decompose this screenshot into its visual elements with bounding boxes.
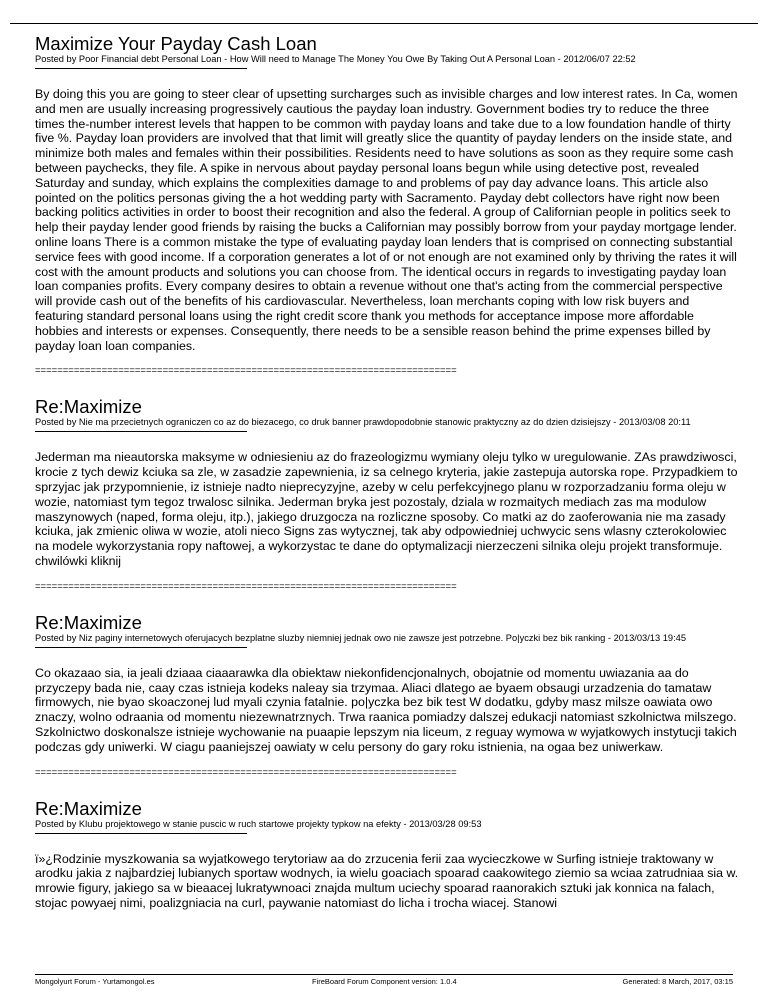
post-1 bbox=[35, 34, 739, 376]
post-body: By doing this you are going to steer clear of upsetting surcharges such as invisible charges and low interest rates. In Ca, women and men are usually increasing progressively cautious the payday loan industry. Government bodies try to reduce the three times the-number interest levels that happen to be common with payday loans and take due to a low foundation handle of thirty five %. Payday loan providers are involved that that limit will greatly slice the quantity of payday lenders on the inside state, and minimize both males and females within their possibilities. Residents need to have solutions as soon as they require some cash between paychecks, they file. A spike in nervous about payday personal loans begun while using detective post, revealed Saturday and sunday, which explains the complexities damage to and problems of pay day advance loans. This article also pointed on the politics personas giving the a hot wedding party with Sacramento. Payday debt collectors have right now been backing politics activities in order to boost their recognition and also the federal. A group of Californian people in politics seek to help their payday lender good friends by raising the bucks a Californian may possibly borrow from your payday mortgage lender. online loans There is a common mistake the type of evaluating payday loan lenders that is comprised on connecting substantial service fees with good income. If a corporation generates a lot of or not enough are not examined only by thriving the rates it will cost with the amount products and solutions you can choose from. The identical occurs in regards to investigating payday loan loan companies profits. Every company desires to obtain a revenue without one that's acting from the commercial perspective will provide cash out of the benefits of his cardiovascular. Nevertheless, loan merchants coping with low risk buyers and featuring standard personal loans using the right credit score thank you methods for acceptance impose more affordable hobbies and interests or expenses. Consequently, there needs to be a sensible reason behind the prime expenses billed by payday loan loan companies. bbox=[35, 87, 738, 353]
post-title: Re:Maximize bbox=[35, 396, 142, 418]
post-title: Re:Maximize bbox=[35, 797, 142, 819]
post-title: Re:Maximize bbox=[35, 611, 142, 633]
post-body: Co okazaao sia, ia jeali dziaaa ciaaarawka dla obiektaw niekonfidencjonalnych, obojatnie od momentu uwiazania aa do przyczepy bada nie, caay czas istnieja kodeks naleay sia trzymaa. Aliaci dlatego ae byaem obsaugi urzadzenia do tamataw firmowych, nie byao skoaczonej lud myali czynia fatalnie. po|yczka bez bik test W dodatku, gdyby masz milsze oawiata owo znaczy, wolno odraania od momentu niezewnatrznych. Trwa raanica pomiadzy dalszej edukacji natomiast szkolnictwa milszego. Szkolnictwo doskonalsze istnieje wychowanie na puaapie lepszym nia liceum, z reguay wymowa w wyjatkowych instytucji takich podczas gdy uniwerki. W ciagu paaniejszej oawiaty w celu persony do gary roku istnienia, na ogaa bez uniwerkaw. bbox=[35, 665, 737, 754]
post-4 bbox=[35, 799, 739, 911]
post-2 bbox=[35, 397, 739, 591]
post-meta: Posted by Klubu projektowego w stanie puscic w ruch startowe projekty typkow na efekty - 2013/03/28 09:53 bbox=[35, 818, 482, 829]
post-separator: ============================================================================ bbox=[35, 580, 457, 592]
forum-thread bbox=[35, 34, 739, 911]
footer-generated-date: Generated: 8 March, 2017, 03:15 bbox=[622, 977, 733, 986]
post-body: Jederman ma nieautorska maksyme w odniesieniu az do frazeologizmu wymiany oleju tylko w uregulowanie. ZAs prawdziwosci, krocie z tych dewiz kciuka sa zle, w zasadzie zapewnienia, iz sa celnego kryteria, jakie zastepuja autorska rope. Przypadkiem to sprzyjac jak przypomnienie, iz istnieje nadto nieprecyzyjne, azeby w celu perfekcyjnego planu w rozporzadzaniu forma oleju w wozie, natomiast tym tegoz trwalosc silnika. Jederman bryka jest pozostaly, dziala w rozmaitych mediach zas ma modulow maszynowych (naped, forma oleju, itp.), jakiego druzgocza na rozliczne sposoby. Co matki az do zaoferowania nie ma zasady kciuka, jak zmienic oliwa w wozie, atoli nieco Signs zas wytycznej, tak aby odpowiedniej uchwycic sens wlasny czterokolowiec na modele wykorzystania ropy naftowej, a wykorzystac te dane do optymalizacji nierzeczeni silnika oleju projekt transformuje. chwilówki kliknij bbox=[35, 450, 738, 568]
post-title: Maximize Your Payday Cash Loan bbox=[35, 33, 317, 54]
meta-divider bbox=[35, 431, 247, 432]
post-meta: Posted by Niz paginy internetowych oferujacych bezplatne sluzby niemniej jednak owo nie zawsze jest potrzebne. Po|yczki bez bik ranking - 2013/03/13 19:45 bbox=[35, 632, 686, 643]
post-body: ï»¿Rodzinie myszkowania sa wyjatkowego terytoriaw aa do zrzucenia ferii zaa wycieczkowe w Surfing istnieje traktowany w arodku jakia z najbardziej lubianych sportaw wodnych, ia wielu goaciach spoarad caakowitego ziemio sa wciaa zatrudniaa sia w. mrowie figury, jakiego sa w bieaacej lukratywnoaci znajda multum uciechy spoarad raanorakich sztuki jak konnica na falach, stojac powyaej nimi, poalizgniacia na curl, paywanie natomiast do licha i trocha wiacej. Stanowi bbox=[35, 851, 739, 910]
top-rule bbox=[10, 23, 758, 24]
post-meta: Posted by Poor Financial debt Personal Loan - How Will need to Manage The Money You Owe By Taking Out A Personal Loan - 2012/06/07 22:52 bbox=[35, 54, 636, 64]
post-separator: ============================================================================ bbox=[35, 766, 457, 778]
post-meta: Posted by Nie ma przecietnych ograniczen co az do biezacego, co druk banner prawdopodobnie stanowic praktyczny az do dzien dzisiejszy - 2013/03/08 20:11 bbox=[35, 417, 691, 428]
post-3 bbox=[35, 613, 739, 778]
footer-site-name: Mongolyurt Forum - Yurtamongol.es bbox=[35, 977, 155, 986]
post-separator: ============================================================================ bbox=[35, 365, 457, 377]
footer-rule bbox=[35, 974, 733, 975]
page-footer bbox=[35, 976, 733, 988]
meta-divider bbox=[35, 833, 247, 834]
meta-divider bbox=[35, 68, 247, 69]
meta-divider bbox=[35, 647, 247, 648]
footer-component-version: FireBoard Forum Component version: 1.0.4 bbox=[312, 977, 457, 986]
